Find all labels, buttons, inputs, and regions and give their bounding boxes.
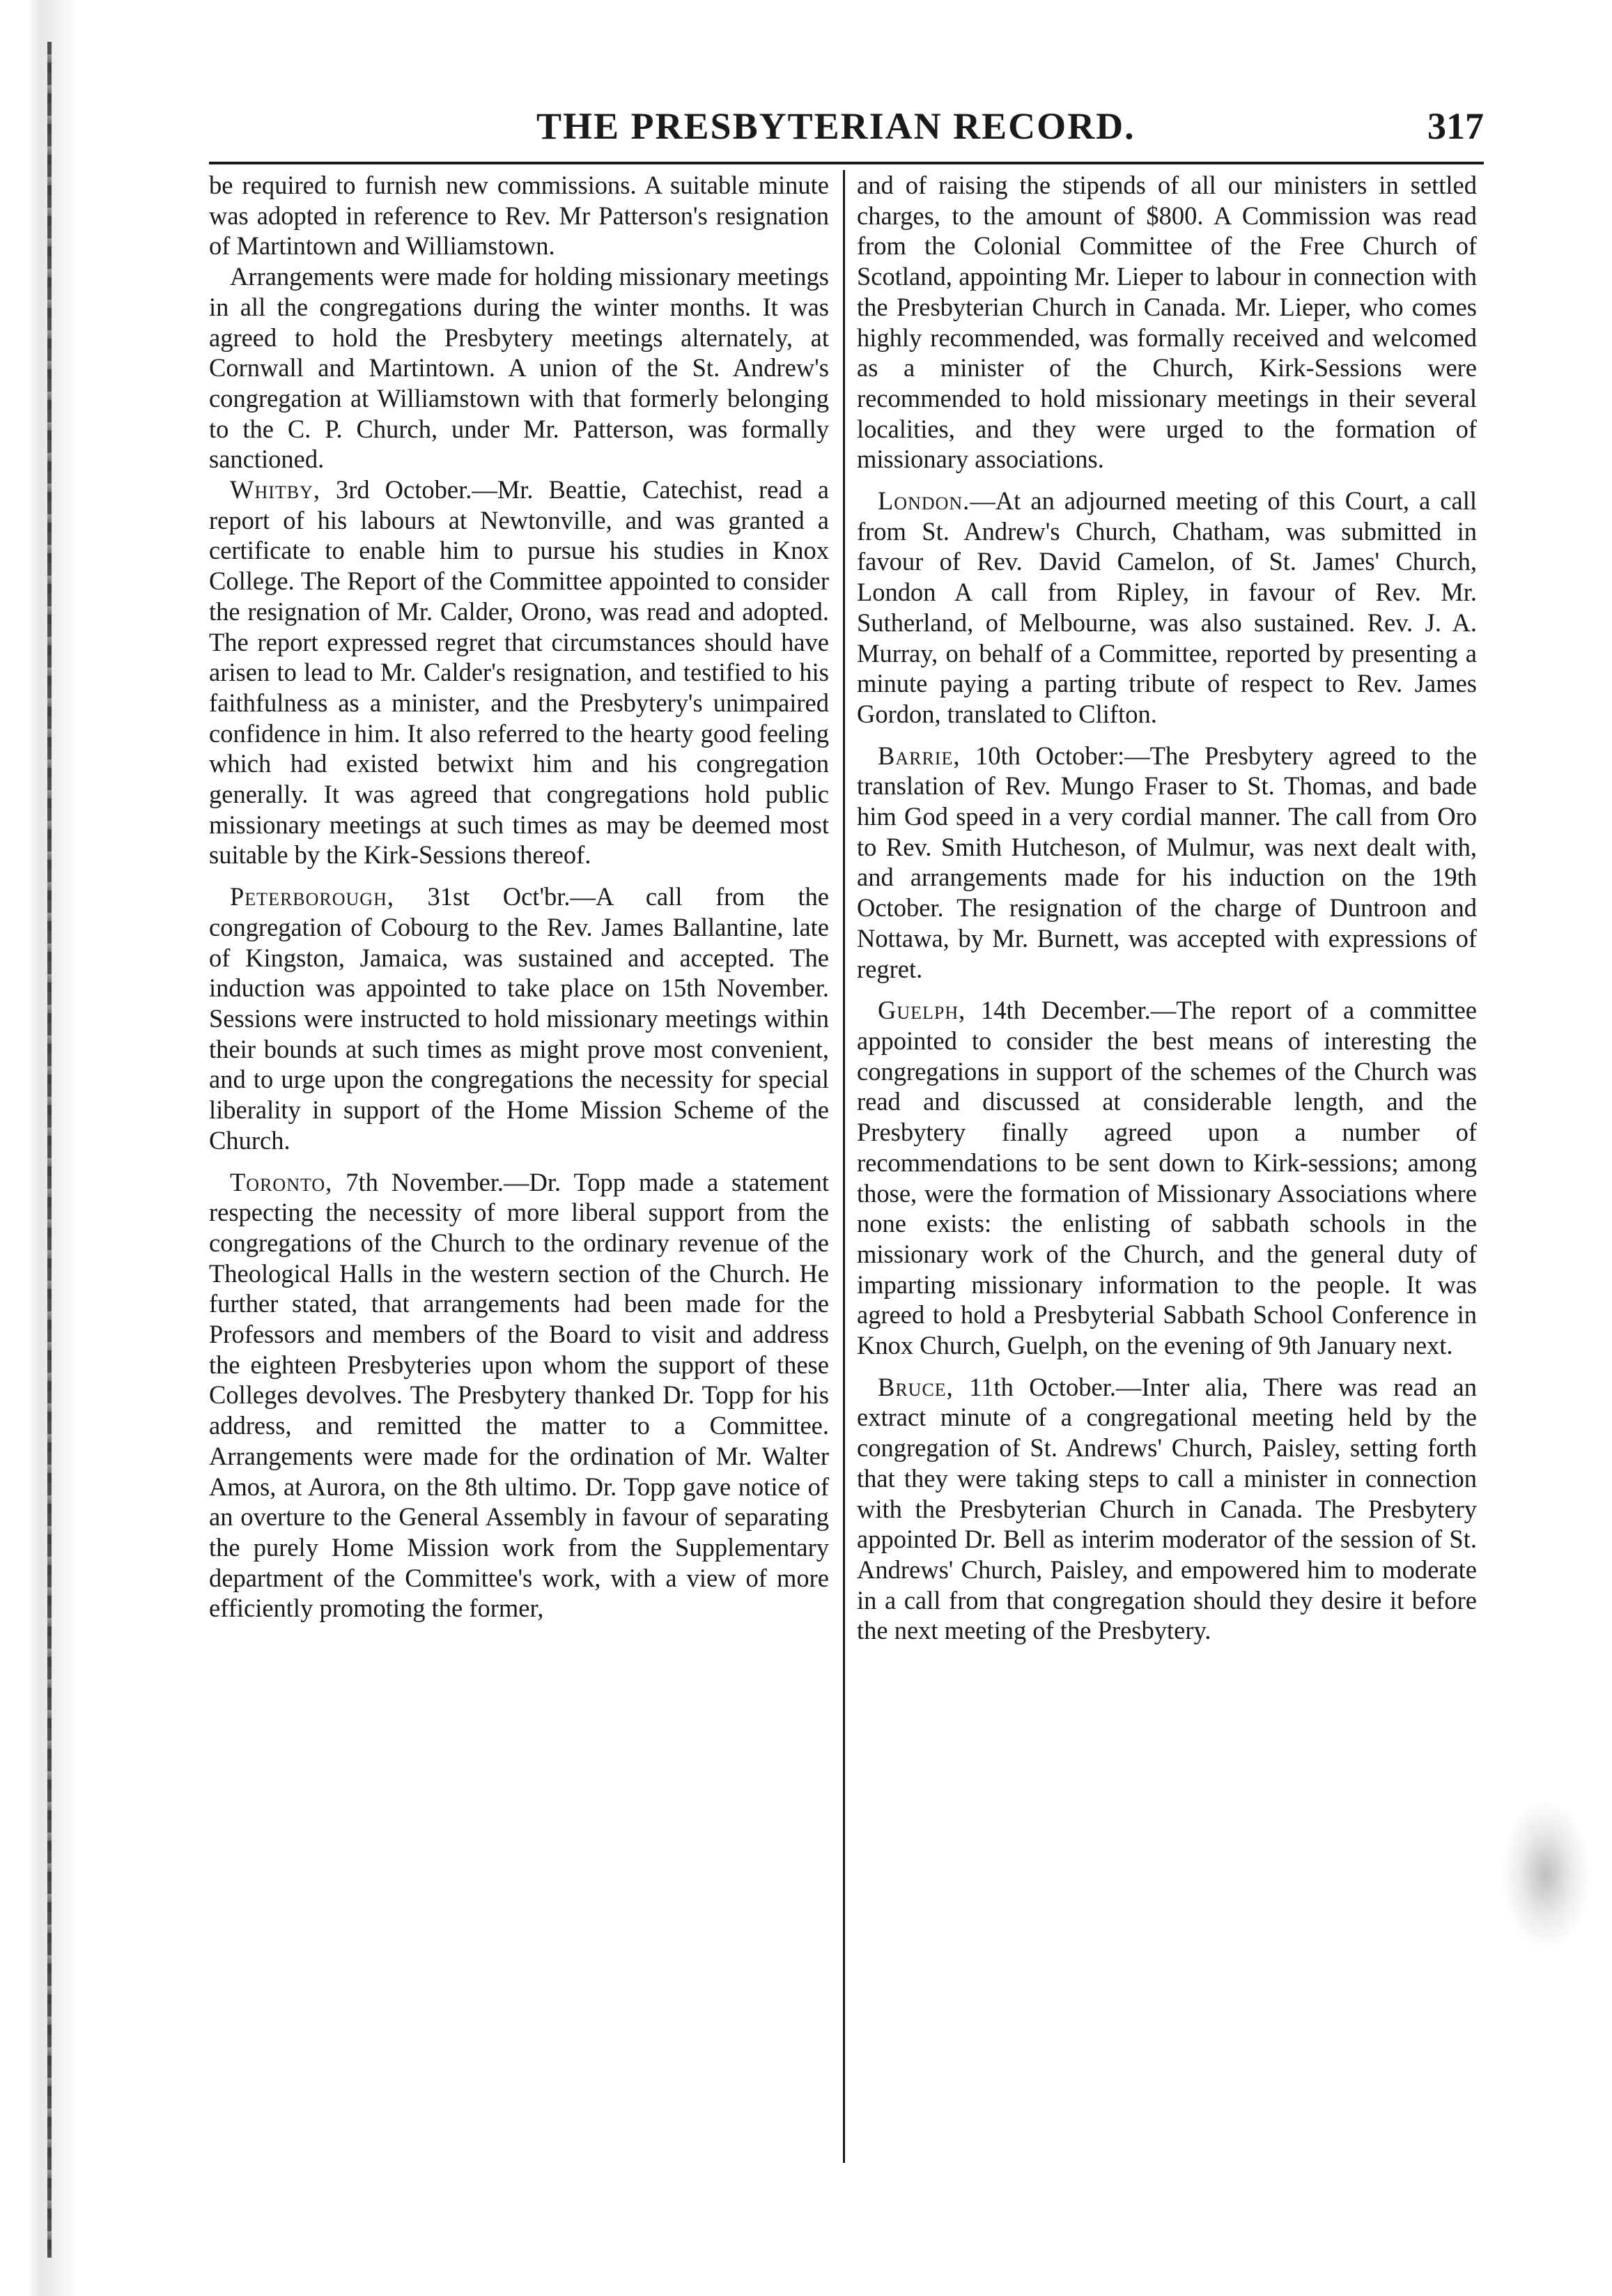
paragraph: [857, 486, 1477, 730]
presbytery-name: Whitby,: [230, 475, 321, 504]
ink-smudge: [1501, 1798, 1591, 1951]
header-rule: [209, 162, 1484, 164]
presbytery-name: Toronto,: [230, 1167, 333, 1196]
paragraph: [209, 170, 829, 261]
paragraph: [209, 261, 829, 475]
paragraph-text: 10th October:—The Presbytery agreed to the translation of Rev. Mungo Fraser to St. Thomas, and bade him God speed in a very cordial manner. The call from Oro to Rev. Smith Hutcheson, of Mulmur, was next dealt with, and arrangements made for his induction on the 19th October. The resignation of the charge of Duntroon and Nottawa, by Mr. Burnett, was accepted with expressions of regret.: [857, 741, 1477, 983]
running-head: THE PRESBYTERIAN RECORD.: [536, 105, 1136, 147]
left-column: [209, 170, 829, 2163]
presbytery-name: Guelph,: [878, 996, 966, 1025]
paragraph: [209, 475, 829, 870]
paragraph-text: 3rd October.—Mr. Beattie, Catechist, read a report of his labours at Newtonville, and was granted a certificate to enable him to pursue his studies in Knox College. The Report of the Committee appointed to consider the resignation of Mr. Calder, Orono, was read and adopted. The report expressed regret that circumstances should have arisen to lead to Mr. Calder's resignation, and testified to his faithfulness as a minister, and the Presbytery's unimpaired confidence in him. It also referred to the hearty good feeling which had existed betwixt him and his congregation generally. It was agreed that congregations hold public missionary meetings at such times as may be deemed most suitable by the Kirk-Sessions thereof.: [209, 475, 829, 870]
paragraph: [209, 1167, 829, 1624]
paragraph-text: Arrangements were made for holding missionary meetings in all the congregations during the winter months. It was agreed to hold the Presbytery meetings alternately, at Cornwall and Martintown. A union of the St. Andrew's congregation at Williamstown with that formerly belonging to the C. P. Church, under Mr. Patterson, was formally sanctioned.: [209, 262, 829, 474]
right-column: [857, 170, 1477, 2163]
binding-stitch-line: [47, 42, 52, 2258]
paragraph-text: be required to furnish new commissions. A suitable minute was adopted in reference to Rev. Mr Patterson's resignation of Martintown and Williamstown.: [209, 171, 829, 261]
presbytery-name: Bruce,: [878, 1372, 954, 1401]
paragraph: [857, 1372, 1477, 1646]
column-divider: [843, 170, 845, 2163]
paragraph-text: and of raising the stipends of all our ministers in settled charges, to the amount of $800. A Commission was read from the Colonial Committee of the Free Church of Scotland, appointing Mr. Lieper to labour in connection with the Presbyterian Church in Canada. Mr. Lieper, who comes highly recommended, was formally received and welcomed as a minister of the Church, Kirk-Sessions were recommended to hold missionary meetings in their several localities, and they were urged to the formation of missionary associations.: [857, 171, 1477, 474]
paragraph: [857, 995, 1477, 1360]
presbytery-name: London.: [878, 486, 970, 516]
paragraph: [209, 881, 829, 1155]
presbytery-name: Barrie,: [878, 741, 961, 770]
page-number: 317: [1427, 105, 1484, 147]
paragraph: [857, 741, 1477, 985]
paragraph-text: 11th October.—Inter alia, There was read an extract minute of a congregational meeting held by the congregation of St. Andrews' Church, Paisley, setting forth that they were taking steps to call a minister in connection with the Presbyterian Church in Canada. The Presbytery appointed Dr. Bell as interim moderator of the session of St. Andrews' Church, Paisley, and empowered him to moderate in a call from that congregation should they desire it before the next meeting of the Presbytery.: [857, 1372, 1477, 1645]
paragraph-text: 14th December.—The report of a committee appointed to consider the best means of interesting the congregations in support of the schemes of the Church was read and discussed at considerable length, and the Presbytery finally agreed upon a number of recommendations to be sent down to Kirk-sessions; among those, were the formation of Missionary Associations where none exists: the enlisting of sabbath schools in the missionary work of the Church, and the general duty of imparting missionary information to the people. It was agreed to hold a Presbyterial Sabbath School Conference in Knox Church, Guelph, on the evening of 9th January next.: [857, 996, 1477, 1360]
paragraph-text: 7th November.—Dr. Topp made a statement respecting the necessity of more liberal support from the congregations of the Church to the ordinary revenue of the Theological Halls in the western section of the Church. He further stated, that arrangements had been made for the Professors and members of the Board to visit and address the eighteen Presbyteries upon whom the support of these Colleges devolves. The Presbytery thanked Dr. Topp for his address, and remitted the matter to a Committee. Arrangements were made for the ordination of Mr. Walter Amos, at Aurora, on the 8th ultimo. Dr. Topp gave notice of an overture to the General Assembly in favour of separating the purely Home Mission work from the Supplementary department of the Committee's work, with a view of more efficiently promoting the former,: [209, 1167, 829, 1623]
page-header: [209, 105, 1484, 153]
page-binding-edge: [0, 0, 77, 2296]
paragraph: [857, 170, 1477, 475]
paragraph-text: —At an adjourned meeting of this Court, a call from St. Andrew's Church, Chatham, was submitted in favour of Rev. David Camelon, of St. James' Church, London A call from Ripley, in favour of Rev. Mr. Sutherland, of Melbourne, was also sustained. Rev. J. A. Murray, on behalf of a Committee, reported by presenting a minute paying a parting tribute of respect to Rev. James Gordon, translated to Clifton.: [857, 486, 1477, 728]
presbytery-name: Peterborough,: [230, 882, 394, 911]
paragraph-text: 31st Oct'br.—A call from the congregation of Cobourg to the Rev. James Ballantine, late of Kingston, Jamaica, was sustained and accepted. The induction was appointed to take place on 15th November. Sessions were instructed to hold missionary meetings within their bounds at such times as might prove most convenient, and to urge upon the congregations the necessity for special liberality in support of the Home Mission Scheme of the Church.: [209, 882, 829, 1155]
